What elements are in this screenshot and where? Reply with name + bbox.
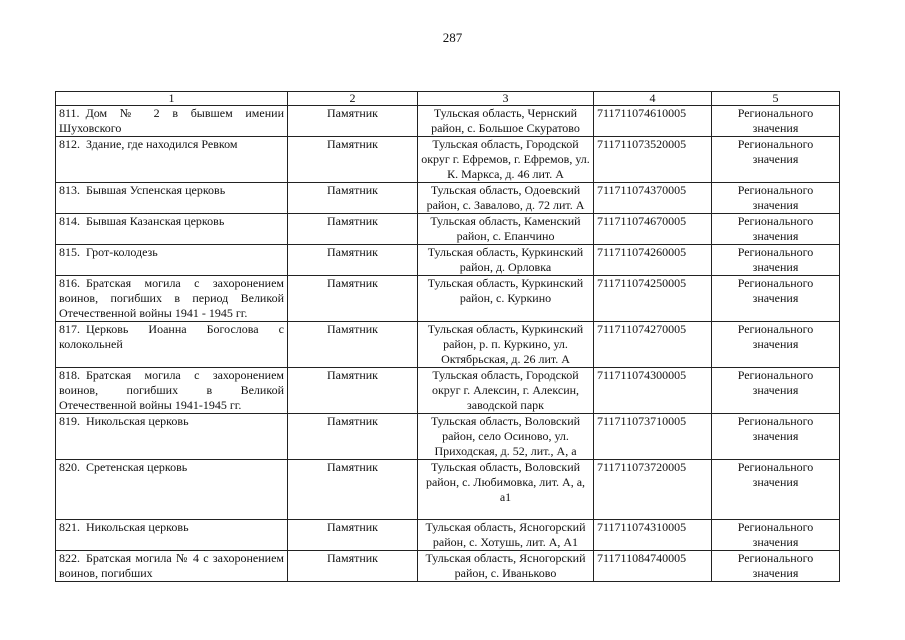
column-header-4: 4 bbox=[594, 92, 712, 106]
registry-code: 711711073710005 bbox=[594, 414, 712, 460]
row-number: 822. bbox=[59, 551, 80, 565]
object-type: Памятник bbox=[288, 460, 418, 520]
row-number: 817. bbox=[59, 322, 80, 336]
object-type: Памятник bbox=[288, 322, 418, 368]
column-header-1: 1 bbox=[56, 92, 288, 106]
table-row bbox=[56, 460, 840, 520]
table-row bbox=[56, 245, 840, 276]
row-number: 819. bbox=[59, 414, 80, 428]
table-row bbox=[56, 183, 840, 214]
object-type: Памятник bbox=[288, 106, 418, 137]
significance: Регионального значения bbox=[712, 183, 840, 214]
registry-code: 711711074670005 bbox=[594, 214, 712, 245]
object-type: Памятник bbox=[288, 276, 418, 322]
table-row bbox=[56, 106, 840, 137]
object-type: Памятник bbox=[288, 214, 418, 245]
object-name-cell bbox=[56, 551, 288, 582]
row-number: 814. bbox=[59, 214, 80, 228]
object-type: Памятник bbox=[288, 551, 418, 582]
column-header-5: 5 bbox=[712, 92, 840, 106]
column-header-2: 2 bbox=[288, 92, 418, 106]
significance: Регионального значения bbox=[712, 137, 840, 183]
object-address: Тульская область, Ясногорский район, с. Хотушь, лит. А, А1 bbox=[418, 520, 594, 551]
row-number: 813. bbox=[59, 183, 80, 197]
registry-code: 711711074270005 bbox=[594, 322, 712, 368]
object-address: Тульская область, Городской округ г. Алексин, г. Алексин, заводской парк bbox=[418, 368, 594, 414]
object-address: Тульская область, Чернский район, с. Большое Скуратово bbox=[418, 106, 594, 137]
object-name: Бывшая Успенская церковь bbox=[86, 183, 226, 197]
row-number: 821. bbox=[59, 520, 80, 534]
object-name: Братская могила № 4 с захоронением воинов, погибших bbox=[59, 551, 284, 580]
object-name: Дом № 2 в бывшем имении Шуховского bbox=[59, 106, 284, 135]
object-type: Памятник bbox=[288, 183, 418, 214]
object-name-cell bbox=[56, 460, 288, 520]
row-number: 812. bbox=[59, 137, 80, 151]
registry-code: 711711074610005 bbox=[594, 106, 712, 137]
significance: Регионального значения bbox=[712, 322, 840, 368]
object-address: Тульская область, Воловский район, с. Любимовка, лит. А, а, а1 bbox=[418, 460, 594, 520]
object-name-cell bbox=[56, 183, 288, 214]
object-name: Братская могила с захоронением воинов, погибших в период Великой Отечественной войны 1941 - 1945 гг. bbox=[59, 276, 284, 320]
significance: Регионального значения bbox=[712, 106, 840, 137]
table-row bbox=[56, 414, 840, 460]
object-address: Тульская область, Воловский район, село Осиново, ул. Приходская, д. 52, лит., А, а bbox=[418, 414, 594, 460]
object-address: Тульская область, Одоевский район, с. Завалово, д. 72 лит. А bbox=[418, 183, 594, 214]
object-name-cell bbox=[56, 276, 288, 322]
heritage-registry-table bbox=[55, 91, 840, 582]
registry-code: 711711074300005 bbox=[594, 368, 712, 414]
object-name-cell bbox=[56, 137, 288, 183]
table-row bbox=[56, 137, 840, 183]
object-name: Здание, где находился Ревком bbox=[86, 137, 238, 151]
object-name-cell bbox=[56, 368, 288, 414]
object-address: Тульская область, Куркинский район, с. Куркино bbox=[418, 276, 594, 322]
significance: Регионального значения bbox=[712, 368, 840, 414]
registry-code: 711711084740005 bbox=[594, 551, 712, 582]
object-name-cell bbox=[56, 414, 288, 460]
object-name: Никольская церковь bbox=[86, 520, 189, 534]
header-row bbox=[56, 92, 840, 106]
object-type: Памятник bbox=[288, 137, 418, 183]
table-row bbox=[56, 520, 840, 551]
object-name-cell bbox=[56, 322, 288, 368]
table-row bbox=[56, 276, 840, 322]
significance: Регионального значения bbox=[712, 276, 840, 322]
object-name: Церковь Иоанна Богослова с колокольней bbox=[59, 322, 284, 351]
object-type: Памятник bbox=[288, 414, 418, 460]
object-address: Тульская область, Городской округ г. Ефремов, г. Ефремов, ул. К. Маркса, д. 46 лит. А bbox=[418, 137, 594, 183]
object-name-cell bbox=[56, 520, 288, 551]
table-row bbox=[56, 368, 840, 414]
table-row bbox=[56, 214, 840, 245]
object-name: Грот-колодезь bbox=[86, 245, 158, 259]
significance: Регионального значения bbox=[712, 214, 840, 245]
object-address: Тульская область, Ясногорский район, с. Иваньково bbox=[418, 551, 594, 582]
registry-code: 711711073520005 bbox=[594, 137, 712, 183]
significance: Регионального значения bbox=[712, 520, 840, 551]
significance: Регионального значения bbox=[712, 414, 840, 460]
column-header-3: 3 bbox=[418, 92, 594, 106]
registry-code: 711711074260005 bbox=[594, 245, 712, 276]
table-row bbox=[56, 322, 840, 368]
object-name-cell bbox=[56, 106, 288, 137]
object-name-cell bbox=[56, 214, 288, 245]
object-name: Сретенская церковь bbox=[86, 460, 188, 474]
row-number: 811. bbox=[59, 106, 80, 120]
page-number: 287 bbox=[442, 30, 463, 45]
object-address: Тульская область, Куркинский район, р. п. Куркино, ул. Октябрьская, д. 26 лит. А bbox=[418, 322, 594, 368]
object-type: Памятник bbox=[288, 520, 418, 551]
object-name-cell bbox=[56, 245, 288, 276]
object-type: Памятник bbox=[288, 245, 418, 276]
object-address: Тульская область, Куркинский район, д. Орловка bbox=[418, 245, 594, 276]
registry-code: 711711074310005 bbox=[594, 520, 712, 551]
row-number: 818. bbox=[59, 368, 80, 382]
registry-code: 711711073720005 bbox=[594, 460, 712, 520]
object-name: Никольская церковь bbox=[86, 414, 189, 428]
object-name: Братская могила с захоронением воинов, погибших в Великой Отечественной войны 1941-1945 гг. bbox=[59, 368, 284, 412]
significance: Регионального значения bbox=[712, 245, 840, 276]
object-type: Памятник bbox=[288, 368, 418, 414]
row-number: 815. bbox=[59, 245, 80, 259]
table-row bbox=[56, 551, 840, 582]
registry-code: 711711074370005 bbox=[594, 183, 712, 214]
row-number: 816. bbox=[59, 276, 80, 290]
object-name: Бывшая Казанская церковь bbox=[86, 214, 225, 228]
significance: Регионального значения bbox=[712, 551, 840, 582]
object-address: Тульская область, Каменский район, с. Епанчино bbox=[418, 214, 594, 245]
significance: Регионального значения bbox=[712, 460, 840, 520]
registry-code: 711711074250005 bbox=[594, 276, 712, 322]
row-number: 820. bbox=[59, 460, 80, 474]
